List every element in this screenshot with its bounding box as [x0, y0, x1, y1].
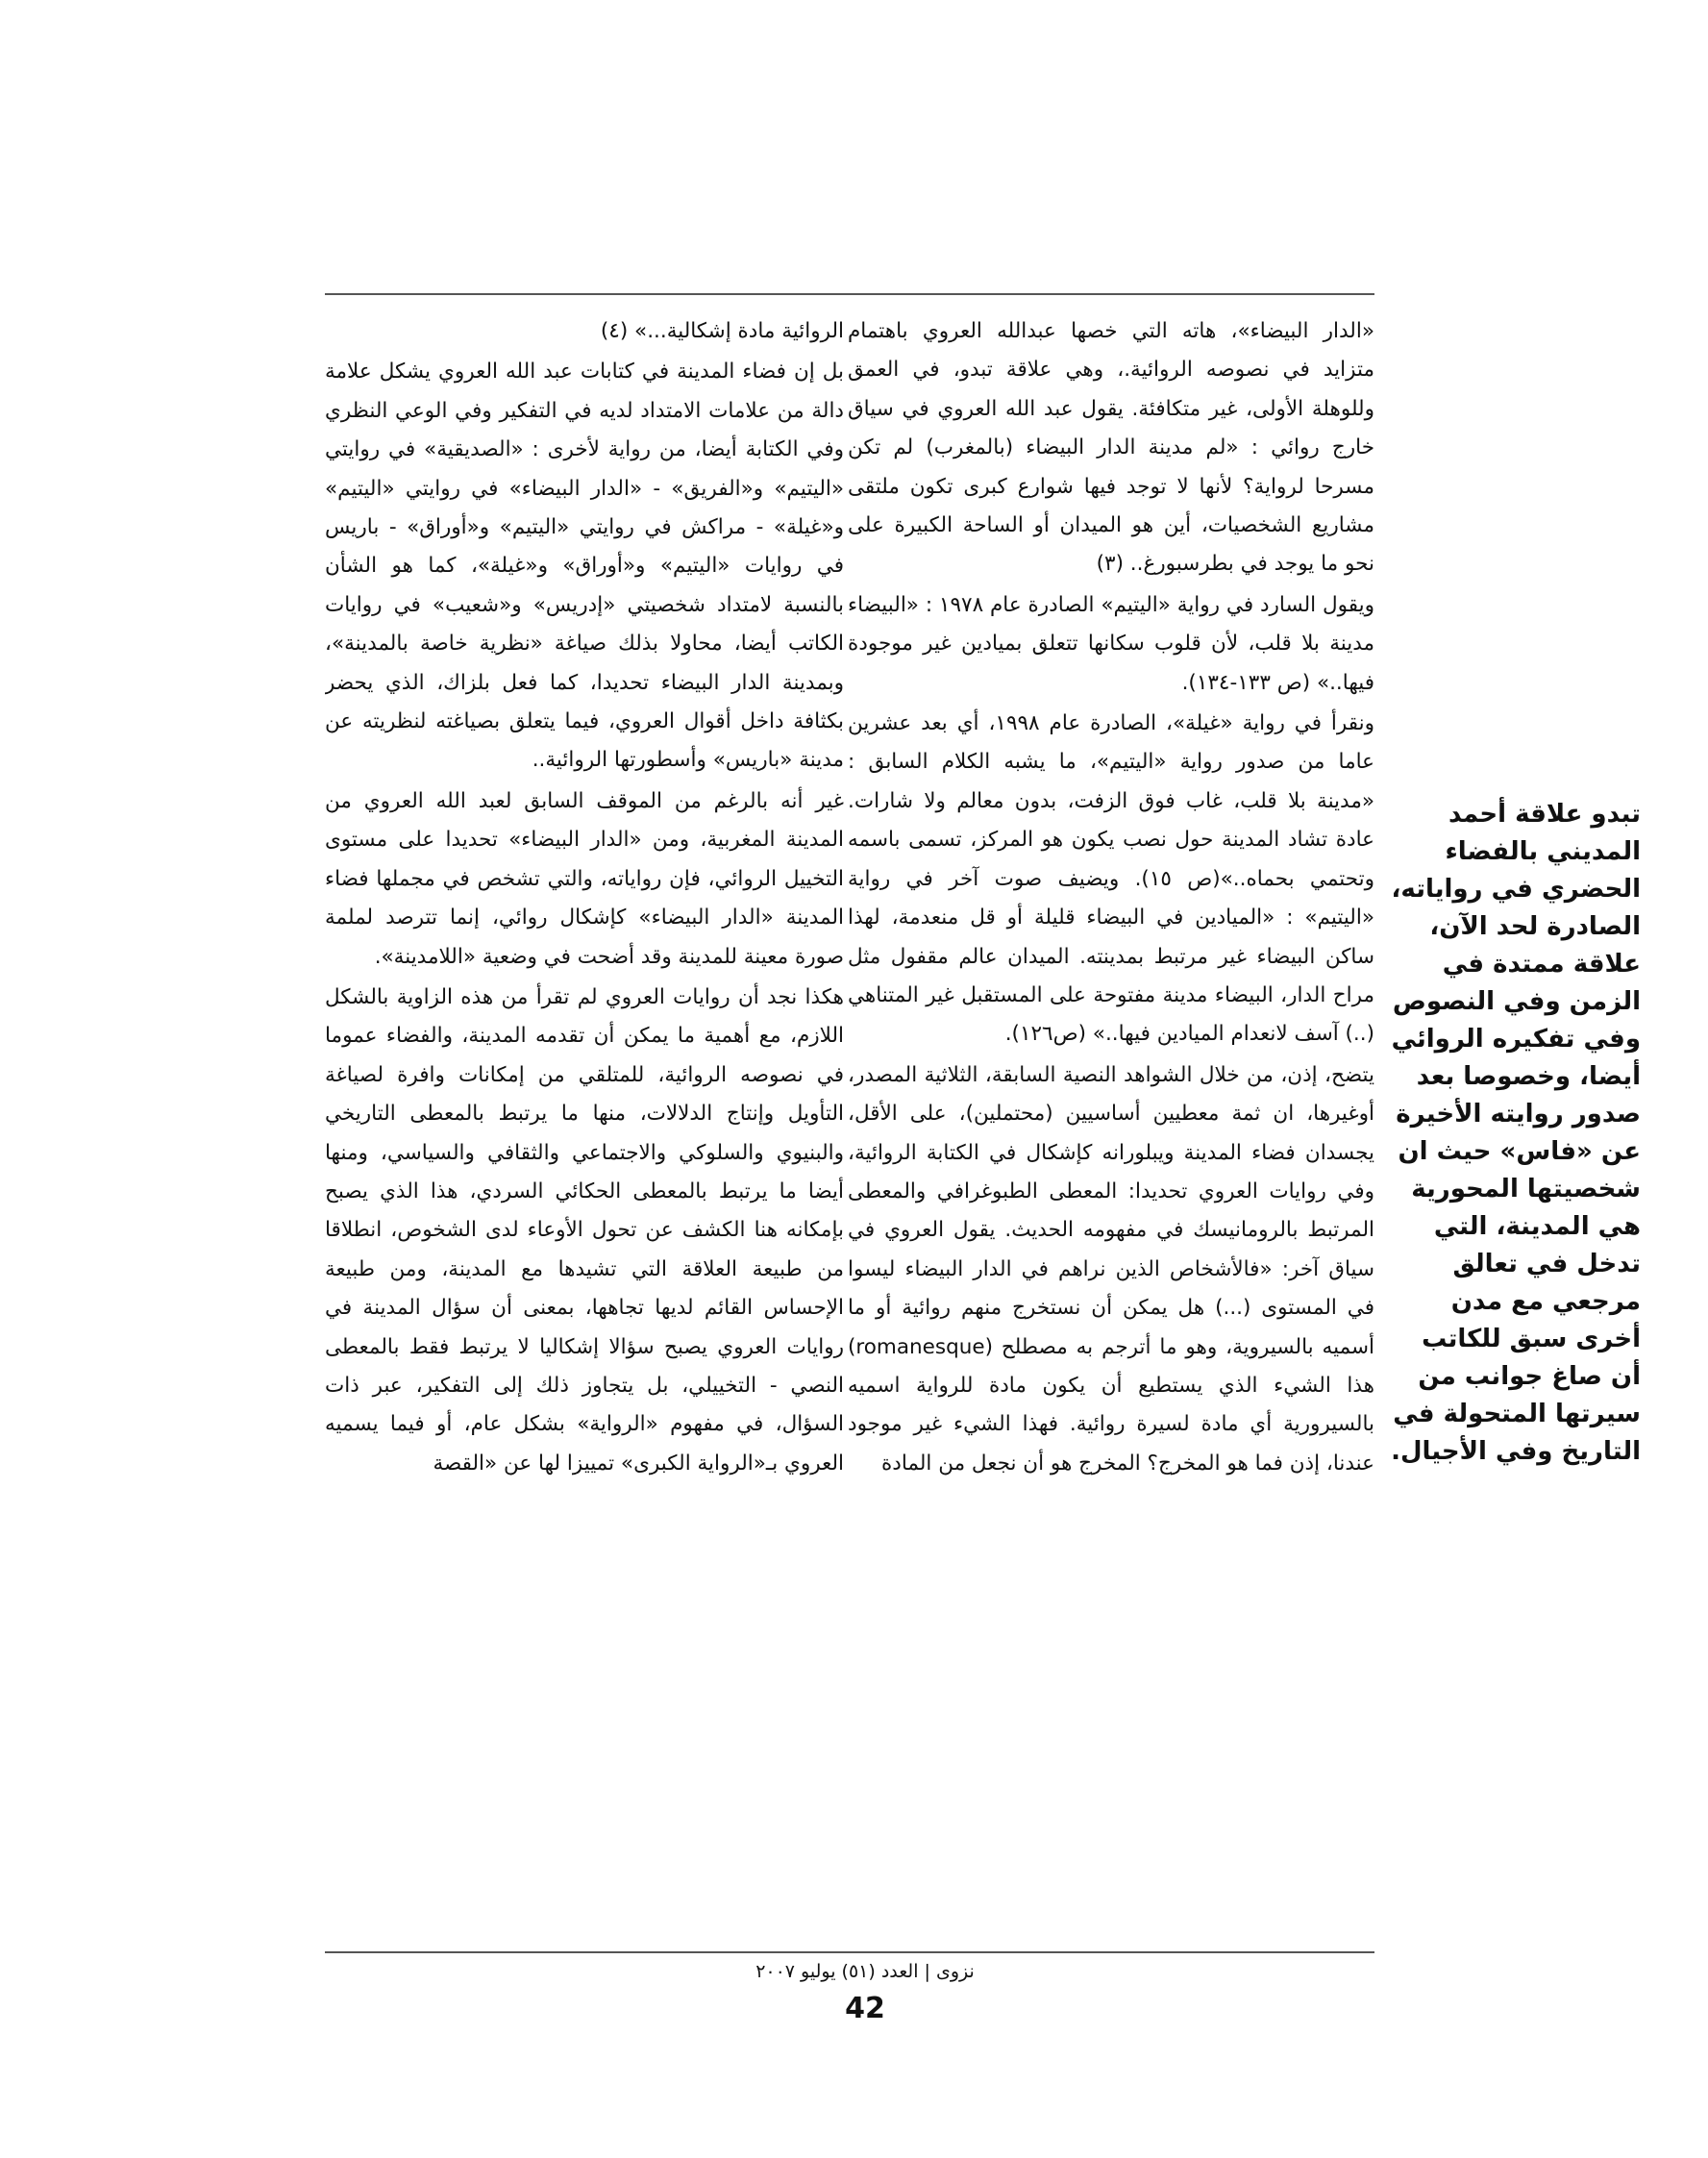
paragraph: هكذا نجد أن روايات العروي لم تقرأ من هذه الزاوية بالشكل اللازم، مع أهمية ما يمكن أن تقدمه المدينة، والفضاء عموما في نصوصه الروائية، للمتلقي من إمكانات وافرة لصياغة التأويل وإنتاج الدلالات، منها ما يرتبط بالمعطى التاريخي والبنيوي والسلوكي والاجتماعي والثقافي والسياسي، ومنها أيضا ما يرتبط بالمعطى الحكائي السردي، هذا الذي يصبح بإمكانه هنا الكشف عن تحول الأوعاء لدى الشخوص، انطلاقا من طبيعة العلاقة التي تشيدها مع المدينة، ومن طبيعة الإحساس القائم لديها تجاهها، بمعنى أن سؤال المدينة في روايات العروي يصبح سؤالا إشكاليا لا يرتبط فقط بالمعطى النصي - التخييلي، بل يتجاوز ذلك إلى التفكير، عبر ذات السؤال، في مفهوم «الرواية» بشكل عام، أو فيما يسميه العروي بـ«الرواية الكبرى» تمييزا لها عن «القصة [325, 984, 844, 1476]
bottom-rule [325, 1951, 1374, 1953]
top-rule [325, 293, 1374, 295]
page-number: 42 [845, 1992, 885, 2025]
text-column-middle [325, 312, 844, 1937]
paragraph: يتضح، إذن، من خلال الشواهد النصية السابقة، الثلاثية المصدر، أوغيرها، ان ثمة معطيين أساسيين (محتملين)، على الأقل، يجسدان فضاء المدينة ويبلورانه كإشكال في الكتابة الروائية، وفي روايات العروي تحديدا: المعطى الطبوغرافي والمعطى المرتبط بالرومانيسك في مفهومه الحديث. يقول العروي في سياق آخر: «فالأشخاص الذين نراهم في الدار البيضاء ليسوا في المستوى (...) هل يمكن أن نستخرج منهم روائية أو ما أسميه بالسيروية، وهو ما أترجم به مصطلح (romanesque) هذا الشيء الذي يستطيع أن يكون مادة للرواية اسميه بالسيرورية أي مادة لسيرة روائية. فهذا الشيء غير موجود عندنا، إذن فما هو المخرج؟ المخرج هو أن نجعل من المادة [848, 1062, 1374, 1476]
text-column-right [848, 312, 1374, 1937]
paragraph: ويقول السارد في رواية «اليتيم» الصادرة عام ١٩٧٨ : «البيضاء مدينة بلا قلب، لأن قلوب سكانها تتعلق بميادين غير موجودة فيها..» (ص ١٣٣-١٣٤). [848, 592, 1374, 695]
paragraph: «الدار البيضاء»، هاته التي خصها عبدالله العروي باهتمام متزايد في نصوصه الروائية.، وهي علاقة تبدو، في العمق وللوهلة الأولى، غير متكافئة. يقول عبد الله العروي في سياق خارج روائي : «لم مدينة الدار البيضاء (بالمغرب) لم تكن مسرحا لرواية؟ لأنها لا توجد فيها شوارع كبرى تكون ملتقى مشاريع الشخصيات، أين هو الميدان أو الساحة الكبيرة على نحو ما يوجد في بطرسبورغ.. (٣) [848, 319, 1374, 577]
paragraph: ونقرأ في رواية «غيلة»، الصادرة عام ١٩٩٨، أي بعد عشرين عاما من صدور رواية «اليتيم»، ما يشبه الكلام السابق : «مدينة بلا قلب، غاب فوق الزفت، بدون معالم ولا شارات. عادة تشاد المدينة حول نصب يكون هو المركز، تسمى باسمه وتحتمي بحماه..»(ص ١٥). ويضيف صوت آخر في رواية «اليتيم» : «الميادين في البيضاء قليلة أو قل منعدمة، لهذا ساكن البيضاء غير مرتبط بمدينته. الميدان عالم مقفول مثل مراح الدار، البيضاء مدينة مفتوحة على المستقبل غير المتناهي (..) آسف لانعدام الميادين فيها..» (ص١٢٦). [848, 711, 1374, 1047]
paragraph: غير أنه بالرغم من الموقف السابق لعبد الله العروي من المدينة المغربية، ومن «الدار البيضاء» تحديدا على مستوى التخييل الروائي، فإن رواياته، والتي تشخص في مجملها فضاء المدينة «الدار البيضاء» كإشكال روائي، إنما تترصد لملمة صورة معينة للمدينة وقد أضحت في وضعية «اللامدينة». [325, 788, 844, 969]
pull-quote: تبدو علاقة أحمد المديني بالفضاء الحضري في رواياته، الصادرة لحد الآن، علاقة ممتدة في الزمن وفي النصوص وفي تفكيره الروائي أيضا، وخصوصا بعد صدور روايته الأخيرة عن «فاس» حيث ان شخصيتها المحورية هي المدينة، التي تدخل في تعالق مرجعي مع مدن أخرى سبق للكاتب أن صاغ جوانب من سيرتها المتحولة في التاريخ وفي الأجيال. [1391, 800, 1641, 1466]
running-footer: نزوى | العدد (٥١) يوليو ٢٠٠٧ [755, 1961, 975, 1982]
paragraph: الروائية مادة إشكالية...» (٤) [600, 319, 844, 343]
paragraph: بل إن فضاء المدينة في كتابات عبد الله العروي يشكل علامة دالة من علامات الامتداد لديه في التفكير وفي الوعي النظري وفي الكتابة أيضا، من رواية لأخرى : «الصديقية» في روايتي «اليتيم» و«الفريق» - «الدار البيضاء» في روايتي «اليتيم» و«غيلة» - مراكش في روايتي «اليتيم» و«أوراق» - باريس في روايات «اليتيم» و«أوراق» و«غيلة»، كما هو الشأن بالنسبة لامتداد شخصيتي «إدريس» و«شعيب» في روايات الكاتب أيضا، محاولا بذلك صياغة «نظرية خاصة بالمدينة»، وبمدينة الدار البيضاء تحديدا، كما فعل بلزاك، الذي يحضر بكثافة داخل أقوال العروي، فيما يتعلق بصياغته لنظريته عن مدينة «باريس» وأسطورتها الروائية.. [325, 360, 844, 773]
